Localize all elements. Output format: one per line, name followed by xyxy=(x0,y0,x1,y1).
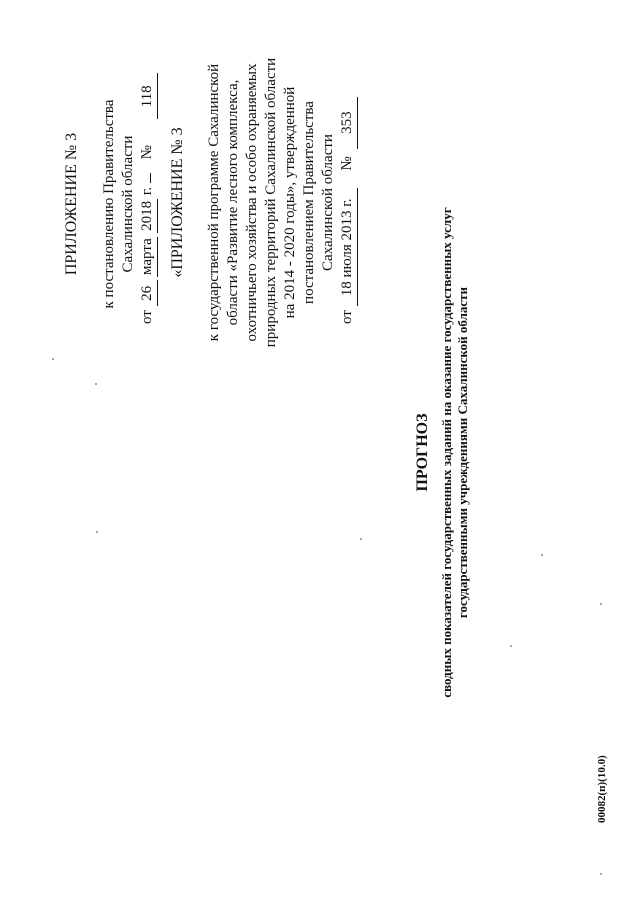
date-year: 2018 xyxy=(138,199,158,233)
appendix-line: к постановлению Правительства xyxy=(101,99,117,309)
quoted-appendix-line: к государственной программе Сахалинской xyxy=(206,63,222,342)
year-suffix: г. xyxy=(139,186,155,196)
from-label: от xyxy=(139,310,155,324)
appendix-line: Сахалинской области xyxy=(120,135,136,273)
scan-speck xyxy=(52,358,54,360)
number-sign: № xyxy=(139,145,155,160)
heading-subtitle-line: государственными учреждениями Сахалинской области xyxy=(455,286,470,619)
quoted-appendix-line: области «Развитие лесного комплекса, xyxy=(225,79,241,326)
quoted-appendix-line: охотничьего хозяйства и особо охраняемых xyxy=(244,63,260,342)
appendix-block xyxy=(62,69,158,339)
date-day: 26 xyxy=(138,280,158,306)
quoted-appendix-block xyxy=(168,45,358,360)
quoted-appendix-line: на 2014 - 2020 годы», утвержденной xyxy=(282,86,298,319)
quoted-date: 18 июля 2013 г. xyxy=(338,188,358,306)
quoted-number: 353 xyxy=(338,97,358,149)
quoted-appendix-line: природных территорий Сахалинской области xyxy=(263,57,279,348)
number-sign: № xyxy=(339,156,355,171)
heading-title: ПРОГНОЗ xyxy=(414,413,431,492)
scan-speck xyxy=(96,531,98,533)
scan-speck xyxy=(541,554,543,556)
scan-speck xyxy=(600,603,602,605)
appendix-title: ПРИЛОЖЕНИЕ № 3 xyxy=(63,132,80,276)
document-number: 118 xyxy=(138,73,158,119)
heading-subtitle-line: сводных показателей государственных заданий на оказание государственных услуг xyxy=(439,207,454,698)
document-code: 00082(п)(10.0) xyxy=(596,755,608,823)
scan-speck xyxy=(510,645,512,647)
forecast-heading xyxy=(413,0,471,905)
appendix-date-number-row xyxy=(138,69,158,339)
scan-speck xyxy=(600,873,602,875)
blank-underline xyxy=(150,173,151,183)
quoted-appendix-line: постановлением Правительства xyxy=(301,101,317,304)
scan-speck xyxy=(95,383,97,385)
scan-speck xyxy=(360,538,362,540)
quoted-appendix-date-number-row xyxy=(338,45,358,360)
quoted-appendix-title: «ПРИЛОЖЕНИЕ № 3 xyxy=(169,127,186,278)
quoted-appendix-line: Сахалинской области xyxy=(320,134,336,271)
from-label: от xyxy=(339,310,355,324)
date-month: марта xyxy=(138,237,158,277)
